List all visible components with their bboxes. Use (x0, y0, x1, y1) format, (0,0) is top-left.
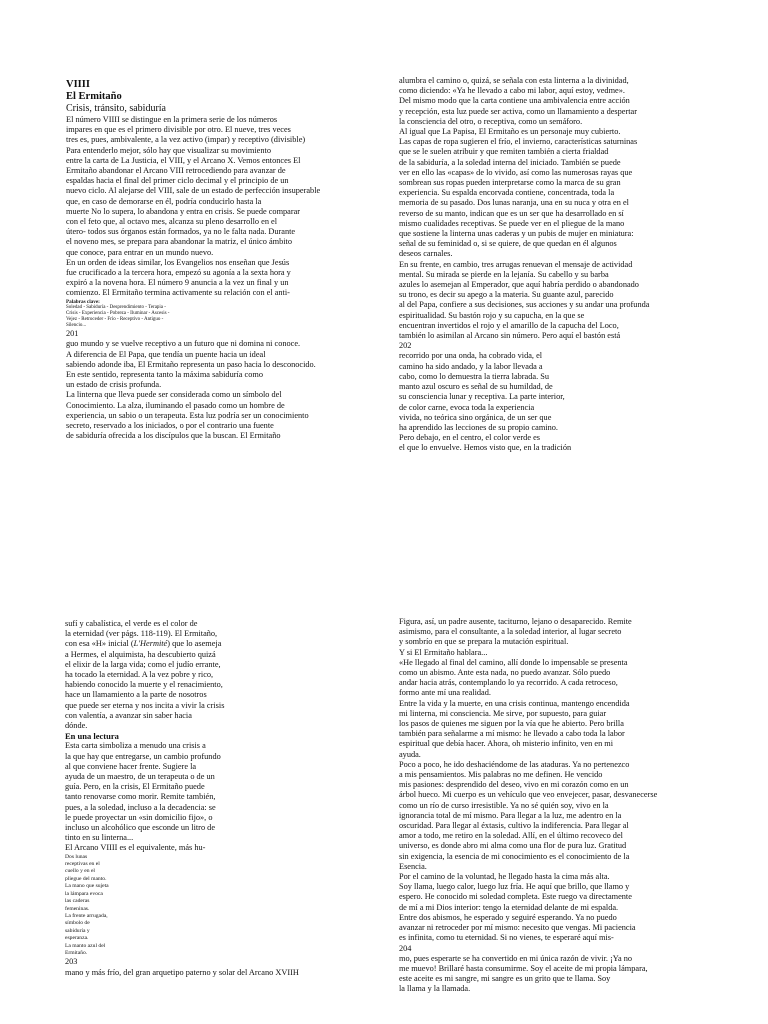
text-line: el noveno mes, se prepara para abandonar la matriz, el único ámbito (66, 237, 292, 247)
text-line: ayuda. (399, 749, 421, 759)
text-line: tinto en su linterna... (65, 833, 134, 843)
text-line: El número VIIII se distingue en la primera serie de los números (66, 115, 278, 124)
text-line: su trono, es decir su apego a la materia. Su guante azul, parecido (399, 290, 614, 300)
text-line: En este sentido, representa tanto la máxima sabiduría como (66, 370, 263, 380)
page-number: 201 (66, 329, 79, 339)
text-line: experiencia. Su espalda encorvada contiene, concentrada, toda la (399, 188, 615, 198)
text-line: Esencia. (399, 861, 427, 871)
text-line: es infinita, como tu eternidad. Si no vienes, te esperaré aquí mis- (399, 933, 614, 943)
section-body (65, 741, 275, 853)
text-line: manto azul oscuro es señal de su humildad, de (399, 382, 553, 392)
italic-title: L'Hermité (133, 639, 168, 649)
text-line: mo, pues esperarte se ha convertido en mi única razón de vivir. ¡Ya no (399, 953, 633, 963)
body-text (399, 617, 729, 944)
body-text (66, 115, 366, 299)
text-line: ha tocado la eternidad. A la vez pobre y rico, (65, 670, 214, 680)
text-line: mi linterna, mi consciencia. Me sirve, por supuesto, para guiar (399, 708, 607, 718)
text-line: avanzar ni retroceder por mí mismo: necesito que vengas. Mi paciencia (399, 923, 636, 933)
text-line: amor a todo, me retiro en la soledad. Allí, en el último recoveco del (399, 831, 623, 841)
text-line: que sostiene la linterna unas caderas y un pubis de mujer en miniatura: (399, 229, 634, 239)
text-line: ha aprendido las lecciones de su propio camino. (399, 422, 558, 432)
text-line: femeninas. (65, 905, 90, 912)
text-line: Al igual que La Papisa, El Ermitaño es un personaje muy cubierto. (399, 127, 621, 137)
text-line: incluso un alcohólico que esconde un litro de (65, 823, 215, 833)
text-line: expiró a la novena hora. El número 9 anuncia a la vez un final y un (66, 278, 289, 288)
text-line: pues, a la soledad, incluso a la decadencia: se (65, 802, 216, 812)
text-line: memoria de su pasado. Dos lunas naranja, una en su nuca y otra en el (399, 198, 629, 208)
text-line: fue crucificado a la tercera hora, empezó su agonía a la sexta hora y (66, 268, 291, 278)
text-line: asimismo, para el consultante, a la soledad interior, al lugar secreto (399, 627, 622, 637)
text-line: oscuridad. Para llegar al éxtasis, cultivo la indiferencia. Para llegar al (399, 821, 629, 831)
text-line: como diciendo: «Ya he llevado a cabo mi labor, aquí estoy, vedme». (399, 86, 625, 96)
text-line: muerte No lo supera, lo abandona y entra en crisis. Se puede comparar (66, 206, 301, 216)
page-204-column (399, 617, 729, 995)
text-line: le puede proyectar un «sin domicilio fijo», o (65, 812, 213, 822)
body-text-continued (399, 954, 729, 995)
text-line: pliegue del manto. (65, 875, 107, 882)
text-line: alumbra el camino o, quizá, se señala con esta linterna a la divinidad, (399, 76, 629, 85)
text-line: y recepción, esta luz puede ser activa, como un llamamiento a despertar (399, 106, 637, 116)
text-line: «He llegado al final del camino, allí donde lo impensable se presenta (399, 657, 628, 667)
text-line: espaldas hacia el final del primer ciclo decimal y el principio de un (66, 176, 289, 186)
text-line: azules lo asemejan al Emperador, que aquí habría perdido o abandonado (399, 280, 639, 290)
text-line: que puede ser eterna y nos incita a vivir la crisis (65, 700, 225, 710)
text-line: En un orden de ideas similar, los Evangelios nos enseñan que Jesús (66, 257, 290, 267)
text-line: al que conviene hacer frente. Sugiere la (65, 761, 197, 771)
text-line: la llama y la llamada. (399, 984, 471, 994)
text-line: Conocimiento. La alza, iluminando el pasado como un hombre de (66, 400, 285, 410)
body-text-continued (66, 339, 366, 441)
text-line: receptivas en el (65, 861, 100, 868)
text-line: encuentran invertidos el rojo y el amarillo de la capucha del Loco, (399, 320, 619, 330)
text-line: Y si El Ermitaño hablara... (399, 647, 488, 657)
text-line: también lo asimilan al Arcano sin número. Pero aquí el bastón está (399, 331, 621, 341)
text-line: las caderas (65, 898, 90, 905)
text-line: Entre la vida y la muerte, en una crisis continua, mantengo encendida (399, 698, 630, 708)
text-line: útero- todos sus órganos están formados, ya no le falta nada. Durante (66, 227, 296, 237)
text-line: formo ante mí una realidad. (399, 688, 491, 698)
keywords-list (66, 305, 366, 329)
text-line: como un río de curso irresistible. Ya no sé quién soy, vivo en la (399, 800, 609, 810)
body-text-continued (399, 351, 719, 453)
text-line: árbol hueco. Mi cuerpo es un vehículo que veo envejecer, pasar, desvanecerse (399, 790, 658, 800)
text-segment: ) que lo asemeja (167, 639, 222, 649)
page-203-column (65, 619, 299, 978)
text-line: tres es, pues, ambivalente, a la vez activo (impar) y receptivo (divisible) (66, 135, 306, 145)
text-line: Ermitaño abandonar el Arcano VIII retrocediendo para avanzar de (66, 166, 286, 176)
text-line: la eternidad (ver págs. 118-119). El Ermitaño, (65, 629, 218, 639)
text-line: vivida, no teórica sino orgánica, de un ser que (399, 412, 552, 422)
text-line: mano y más frío, del gran arquetipo paterno y solar del Arcano XVIIH (65, 967, 299, 977)
text-line: comienzo. El Ermitaño termina activamente su relación con el anti- (66, 288, 290, 298)
text-line: la lámpara evoca (65, 890, 103, 897)
text-line: ver en ello las «capas» de lo vivido, así como las numerosas rayas que (399, 167, 633, 177)
text-line: entre la carta de La Justicia, el VIII, y el Arcano X. Vemos entonces El (66, 155, 301, 165)
text-line: a Hermes, el alquimista, ha descubierto quizá (65, 649, 216, 659)
text-line: Esta carta simboliza a menudo una crisis a (65, 741, 206, 751)
page-number: 204 (399, 943, 412, 953)
text-line: espiritualidad. Su bastón rojo y su capucha, en la que se (399, 310, 585, 320)
text-line: A diferencia de El Papa, que tendía un puente hacia un ideal (66, 349, 266, 359)
text-line: Entre dos abismos, he esperado y seguiré esperando. Ya no puedo (399, 912, 617, 922)
text-line: que conoce, para entrar en un mundo nuevo. (66, 247, 214, 257)
text-line: su consciencia lunar y receptiva. La parte interior, (399, 392, 565, 402)
text-line: un estado de crisis profunda. (66, 380, 162, 390)
page-number: 203 (65, 957, 78, 967)
text-line: sin exigencia, la esencia de mi conocimiento es el conocimiento de la (399, 851, 630, 861)
text-line: Soledad - Sabiduría - Desprendimiento - Terapia - (66, 304, 166, 310)
text-line: la que hay que entregarse, un cambio profundo (65, 751, 221, 761)
page-201-column (66, 79, 366, 441)
text-line: dónde. (65, 721, 88, 731)
text-line: señal de su feminidad o, si se quiere, de que quedan en él algunos (399, 239, 617, 249)
text-line: la consciencia del otro, o receptiva, como un semáforo. (399, 116, 583, 126)
text-line: este aceite es mi sangre, mi sangre es un grito que te llama. Soy (399, 974, 611, 984)
text-line: Para entenderlo mejor, sólo hay que visualizar su movimiento (66, 145, 271, 155)
page-202-column (399, 76, 719, 454)
text-line: Las capas de ropa sugieren el frío, el invierno, características saturninas (399, 137, 638, 147)
text-line: impares en que es el primero divisible por otro. El nueve, tres veces (66, 125, 291, 135)
text-line: con el feto que, al octavo mes, alcanza su pleno desarrollo en el (66, 217, 278, 227)
text-line: Dos lunas (65, 853, 88, 860)
text-line: de mí a mi Dios interior: tengo la eternidad delante de mi espalda. (399, 902, 619, 912)
text-line: La manto azul del (65, 942, 106, 949)
text-line: experiencia, un sabio o un terapeuta. Esta luz podría ser un conocimiento (66, 410, 309, 420)
text-line: Ermitaño. (65, 949, 88, 956)
keywords-title: Palabras clave: (66, 298, 100, 305)
text-line: y sombrío en que se prepara la mutación espiritual. (399, 637, 569, 647)
text-line: Crisis - Experiencia - Pobreza - Iluminar - Ascesis - (66, 310, 170, 316)
text-line: recorrido por una onda, ha cobrado vida, el (399, 351, 543, 361)
text-line: mismo cualidades receptivas. Se puede ver en el pliegue de la mano (399, 218, 625, 228)
text-line: tanto renovarse como morir. Remite también, (65, 792, 216, 802)
text-line: el elixir de la larga vida; como el judío errante, (65, 659, 221, 669)
text-line: nuevo ciclo. Al alejarse del VIII, sale de un estado de perfección insuperable (66, 186, 321, 196)
text-line: mental. Su mirada se pierde en la lejanía. Su cabello y su barba (399, 269, 609, 279)
text-line: me muevo! Brillaré hasta consumirme. Soy el aceite de mi propia lámpara, (399, 963, 648, 973)
text-line: Pero debajo, en el centro, el color verde es (399, 433, 540, 443)
text-line: también para señalarme a mí mismo: he llevado a cabo toda la labor (399, 729, 625, 739)
text-line: sabiduría y (65, 927, 90, 934)
chapter-subtitle: Crisis, tránsito, sabiduría (66, 103, 166, 114)
text-line: Soy llama, luego calor, luego luz fría. He aquí que brillo, que llamo y (399, 882, 630, 892)
text-line: que, en caso de demorarse en él, podría conducirlo hasta la (66, 196, 262, 206)
text-line: guo mundo y se vuelve receptivo a un futuro que ni domina ni conoce. (66, 339, 301, 349)
text-line: Del mismo modo que la carta contiene una ambivalencia entre acción (399, 96, 630, 106)
text-line: de sabiduría ofrecida a los discípulos que la buscan. El Ermitaño (66, 431, 281, 441)
text-line: al del Papa, confiere a sus decisiones, sus acciones y su andar una profunda (399, 300, 650, 310)
text-line: Figura, así, un padre ausente, taciturno, lejano o desaparecido. Remite (399, 617, 632, 626)
text-line: Vejez - Retroceder - Frío - Receptivo - Antiguo - (66, 317, 164, 323)
text-line: de color carne, evoca toda la experiencia (399, 402, 535, 412)
text-line: El Arcano VIIII es el equivalente, más hu- (65, 843, 206, 853)
text-segment: con esa «H» inicial ( (65, 639, 134, 649)
text-line: universo, es donde abro mi alma como una flor de pura luz. Gratitud (399, 841, 627, 851)
text-line: hace un llamamiento a la parte de nosotros (65, 690, 207, 700)
text-line: Por el camino de la voluntad, he llegado hasta la cima más alta. (399, 872, 610, 882)
text-line: habiendo conocido la muerte y el renacimiento, (65, 680, 223, 690)
text-line: La frente arrugada, (65, 912, 108, 919)
text-line: con valentía, a avanzar sin saber hacia (65, 710, 192, 720)
text-line: ayuda de un maestro, de un terapeuta o de un (65, 772, 215, 782)
text-line: de la sabiduría, a la soledad interna del iniciado. También se puede (399, 157, 621, 167)
text-line: En su frente, en cambio, tres arrugas renuevan el mensaje de actividad (399, 259, 633, 269)
body-text-continued (65, 967, 299, 978)
text-line: mis pasiones: desprendido del deseo, vivo en mi corazón como en un (399, 780, 629, 790)
text-line: cabo, como lo demuestra la tierra labrada. Su (399, 371, 549, 381)
text-line: La mano que sujeta (65, 883, 109, 890)
text-line: Silencio... (66, 323, 87, 329)
image-caption (65, 854, 275, 958)
text-line: La linterna que lleva puede ser considerada como un símbolo del (66, 390, 282, 400)
text-line: secreto, reservado a los iniciados, o por el contrario una fuente (66, 421, 274, 431)
text-line: Poco a poco, he ido deshaciéndome de las ataduras. Ya no pertenezco (399, 759, 630, 769)
text-line: a mis pensamientos. Mis palabras no me definen. He vencido (399, 770, 603, 780)
text-line: sombrean sus ropas pueden interpretarse como la marca de su gran (399, 178, 621, 188)
text-line: el que lo envuelve. Hemos visto que, en la tradición (399, 443, 572, 453)
text-line: espiritual que debía hacer. Ahora, oh misterio infinito, ven en mi (399, 739, 614, 749)
text-line: los pasos de quienes me siguen por la vía que he abierto. Pero brilla (399, 719, 624, 729)
section-title: En una lectura (65, 731, 119, 742)
body-text (399, 76, 719, 341)
text-line: sabiendo adonde iba, El Ermitaño representa un paso hacia lo desconocido. (66, 359, 316, 369)
text-line: ignorancia total de mí mismo. Para llegar a la luz, me adentro en la (399, 810, 622, 820)
chapter-title: El Ermitaño (66, 91, 122, 102)
page-number: 202 (399, 341, 412, 351)
text-line: andar hacia atrás, contemplando lo ya recorrido. A cada retroceso, (399, 678, 618, 688)
text-line: símbolo de (65, 920, 90, 927)
text-line: cuello y en el (65, 868, 95, 875)
text-line: que se le suelen atribuir y que remiten también a cierta frialdad (399, 147, 609, 157)
body-text (65, 650, 275, 732)
text-line: reverso de su manto, indican que es un ser que ha desarrollado en sí (399, 208, 624, 218)
text-line: espero. He conocido mi soledad completa. Este ruego va directamente (399, 892, 632, 902)
text-line (65, 639, 275, 649)
text-line: sufí y cabalística, el verde es el color de (65, 619, 198, 628)
text-line: camino ha sido andado, y la labor llevada a (399, 361, 543, 371)
text-line: deseos carnales. (399, 249, 453, 259)
text-line: como un abismo. Ante esta nada, no puedo avanzar. Sólo puedo (399, 668, 611, 678)
text-line: esperanza. (65, 935, 89, 942)
text-line: guía. Pero, en la crisis, El Ermitaño puede (65, 782, 205, 792)
chapter-number: VIIII (66, 79, 90, 90)
